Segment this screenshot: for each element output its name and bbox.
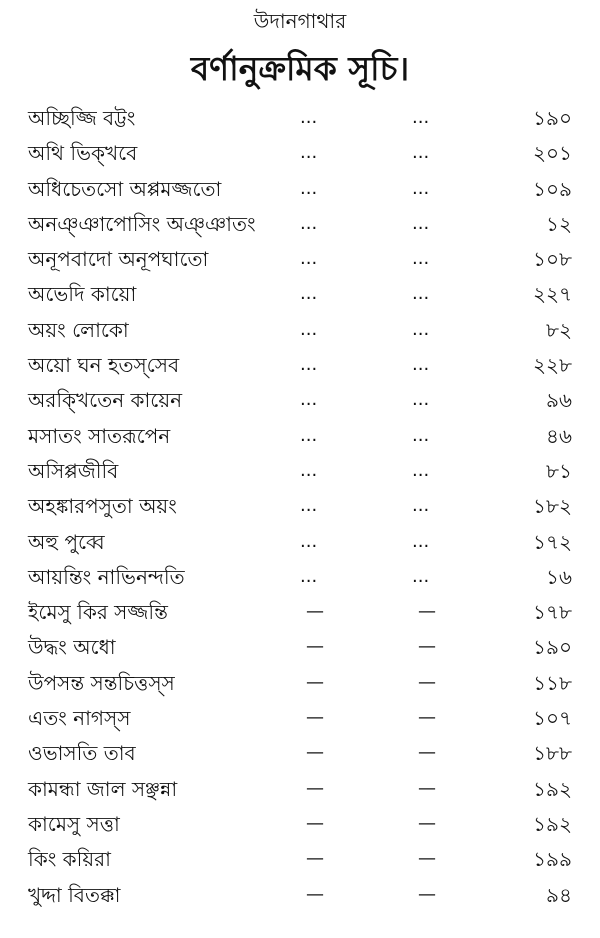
entry-leader: ... [300,495,318,517]
index-entry [0,347,600,382]
index-entry [0,100,600,135]
entry-page-number: ১২ [546,211,572,236]
entry-leader: ... [412,354,430,376]
entry-leader: ... [412,389,430,411]
entry-leader: ... [300,389,318,411]
entry-leader: — [306,812,324,834]
entry-leader: — [418,742,436,764]
running-header: উদানগাথার [253,9,347,33]
index-entry [0,700,600,735]
entry-page-number: ২০১ [533,141,572,166]
index-entry [0,206,600,241]
entry-label: কামন্ধা জাল সঞ্ছন্না [28,776,178,801]
entry-page-number: ১৭৮ [533,600,572,625]
entry-page-number: ১০৯ [533,176,572,201]
index-entry [0,771,600,806]
index-entry [0,135,600,170]
entry-page-number: ৯৪ [546,882,572,907]
entry-page-number: ৮২ [546,317,572,342]
entry-leader: ... [300,318,318,340]
entry-leader: — [418,671,436,693]
entry-label: এতং নাগস্‌স [28,706,131,731]
index-entry [0,665,600,700]
entry-label: অয়ং লোকো [28,317,129,342]
entry-label: উদ্ধং অধো [28,635,116,660]
entry-leader: ... [412,424,430,446]
index-entry [0,418,600,453]
entry-leader: ... [412,318,430,340]
index-entry [0,241,600,276]
entry-leader: — [306,777,324,799]
entry-leader: — [306,707,324,729]
entry-leader: ... [412,495,430,517]
entry-page-number: ১৬ [546,564,572,589]
index-entry [0,276,600,311]
entry-label: অনঞ্ঞাপোসিং অঞ্ঞাতং [28,211,256,236]
entry-leader: — [306,671,324,693]
entry-page-number: ১০৮ [533,247,572,272]
entry-leader: ... [412,565,430,587]
entry-leader: — [418,883,436,905]
entry-label: কামেসু সত্তা [28,811,120,836]
entry-leader: — [418,812,436,834]
entry-label: মসাতং সাতরূপেন [28,423,171,448]
index-entry [0,382,600,417]
entry-page-number: ১৯২ [533,776,572,801]
entry-leader: ... [300,248,318,270]
entry-page-number: ৯৬ [546,388,572,413]
entry-leader: ... [412,142,430,164]
entry-leader: ... [300,212,318,234]
index-list [0,100,600,912]
entry-page-number: ১৮২ [533,494,572,519]
entry-leader: ... [412,107,430,128]
entry-leader: ... [300,177,318,199]
entry-page-number: ৪৬ [546,423,572,448]
entry-leader: — [418,848,436,870]
entry-leader: ... [412,212,430,234]
index-entry [0,594,600,629]
entry-label: আয়ন্তিং নাভিনন্দতি [28,564,185,589]
entry-label: অরক্খিতেন কায়েন [28,388,183,413]
entry-page-number: ১৭২ [533,529,572,554]
entry-leader: — [418,636,436,658]
entry-leader: — [418,777,436,799]
entry-leader: — [306,601,324,623]
entry-page-number: ১০৭ [533,706,572,731]
index-entry [0,488,600,523]
index-entry [0,877,600,912]
index-entry [0,735,600,770]
entry-leader: ... [300,565,318,587]
entry-label: অচ্ছিজ্জি বট্টং [28,106,136,130]
entry-leader: — [306,848,324,870]
entry-label: উপসন্ত সন্তচিত্তস্‌স [28,670,175,695]
entry-label: অধিচেতসো অপ্পমজ্জতো [28,176,222,201]
entry-label: অভেদি কায়ো [28,282,137,307]
entry-page-number: ১৯০ [533,635,572,660]
entry-leader: ... [300,283,318,305]
entry-page-number: ১৯৯ [533,847,572,872]
entry-label: অসিপ্পজীবি [28,458,119,483]
entry-label: অহু পুব্বে [28,529,105,554]
page-title: বর্ণানুক্রমিক সূচি। [190,49,410,88]
entry-label: ওভাসতি তাব [28,741,136,766]
index-entry [0,806,600,841]
index-entry [0,171,600,206]
entry-leader: ... [300,424,318,446]
index-entry [0,629,600,664]
entry-leader: ... [300,530,318,552]
index-entry [0,453,600,488]
entry-leader: ... [300,354,318,376]
entry-leader: — [418,601,436,623]
entry-leader: — [306,742,324,764]
entry-page-number: ১৮৮ [533,741,572,766]
entry-page-number: ১৯২ [533,811,572,836]
entry-leader: ... [412,177,430,199]
entry-leader: ... [412,248,430,270]
entry-label: খুদ্দা বিতক্কা [28,882,121,907]
entry-leader: — [418,707,436,729]
entry-page-number: ২২৭ [532,282,572,307]
entry-label: অয়ো ঘন হতস্‌সেব [28,353,180,378]
entry-leader: ... [412,283,430,305]
entry-leader: ... [412,530,430,552]
entry-label: অহঙ্কারপসুতা অয়ং [28,494,177,519]
entry-page-number: ৮১ [546,458,572,483]
index-entry [0,524,600,559]
entry-page-number: ১৯০ [533,106,572,130]
entry-leader: — [306,883,324,905]
entry-leader: ... [300,459,318,481]
index-entry [0,559,600,594]
entry-leader: ... [412,459,430,481]
entry-label: অনূপবাদো অনূপঘাতো [28,247,209,272]
index-entry [0,841,600,876]
entry-label: অথি ভিক্খবে [28,141,138,166]
entry-label: কিং কয়িরা [28,847,111,872]
entry-leader: ... [300,142,318,164]
entry-leader: ... [300,107,318,128]
entry-page-number: ২২৮ [533,353,572,378]
index-entry [0,312,600,347]
entry-page-number: ১১৮ [533,670,572,695]
entry-label: ইমেসু কির সজ্জন্তি [28,600,168,625]
entry-leader: — [306,636,324,658]
